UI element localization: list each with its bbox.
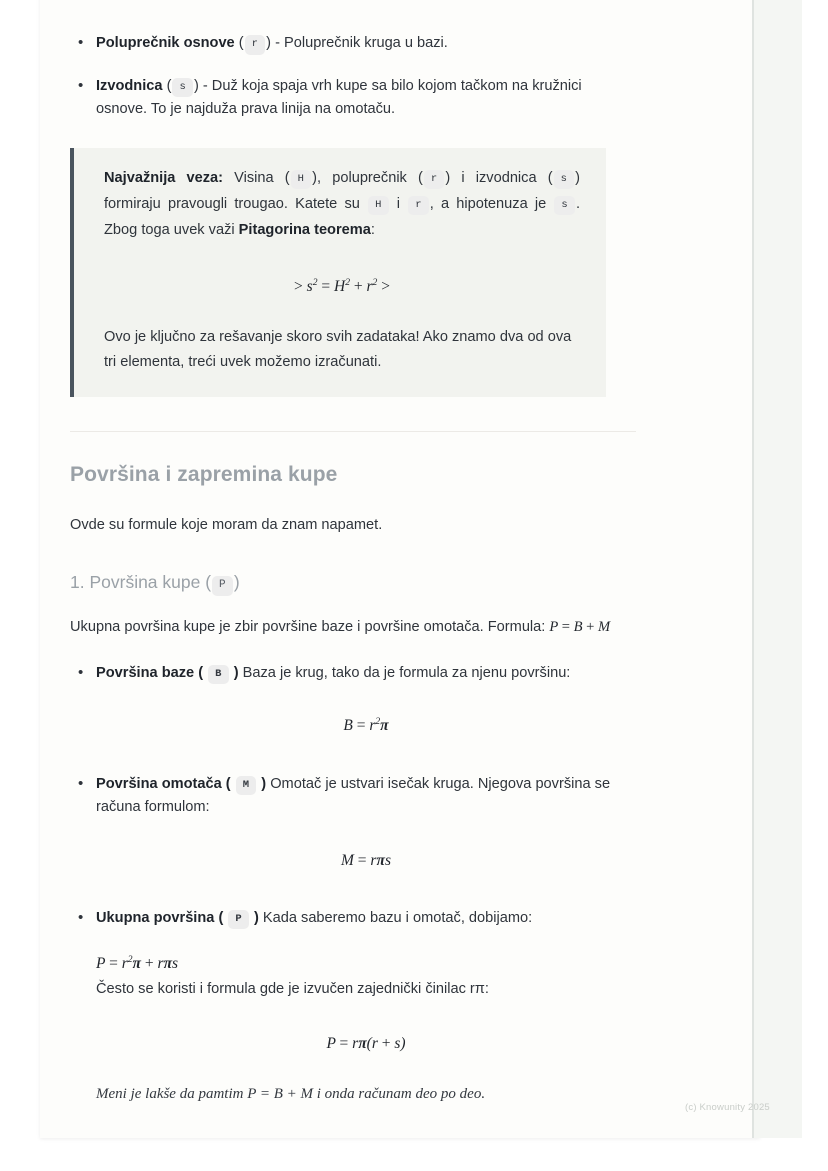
code-chip-r: r [245,35,266,55]
callout-paragraph [104,166,580,244]
key-relation-callout [70,148,606,397]
surface-formula-list [70,662,636,1057]
page-right-rail [752,0,802,1138]
section-divider [70,431,636,432]
bullet-text: - Poluprečnik kruga u bazi. [271,35,448,51]
callout-text-g: . Zbog toga uvek važi [104,195,580,238]
callout-text-e: i [389,195,408,212]
callout-text-c: ) i izvodnica ( [445,169,553,186]
followup-text [96,978,636,1002]
callout-text-b: ), poluprečnik ( [312,169,423,186]
callout-lead: Najvažnija veza: [104,169,224,186]
subsection-title-text: 1. Površina kupe ( [70,571,212,592]
code-chip-p2: P [228,910,249,930]
formula-base-area: $B = r^2\pi$ [343,716,389,735]
list-item [70,907,636,1057]
bullet-term-text: Površina baze ( [96,664,204,681]
bullet-term-text: Ukupna površina ( [96,909,224,926]
watermark: (c) Knowunity 2025 [685,1102,770,1113]
bullet-term-close: ) [253,909,259,926]
subsection-title-suffix: ) [233,571,240,592]
callout-bold-term: Pitagorina teorema [238,221,371,238]
document-content [70,0,636,1107]
personal-note [70,1082,636,1106]
list-item [70,662,636,739]
list-item [70,32,636,56]
list-item [70,773,636,873]
formula-total-area-expanded: $P = r^2\pi + r\pi s$ [96,953,179,972]
page-title: Površina i zapremina kupe [70,463,338,487]
code-chip-h2: H [368,196,389,216]
formula-lateral-area: M = rπs [341,851,391,869]
paren-close: ) [266,35,272,51]
bullet-term: Izvodnica [96,77,163,94]
paragraph-text: Ukupna površina kupe je zbir površine baze i površine omotača. Formula: [70,619,550,636]
followup-label: Često se koristi i formula gde je izvučen zajednički činilac rπ: [96,980,489,997]
code-chip-r: r [424,170,445,190]
formula-total-area-factored: P = rπ(r + s) [326,1035,406,1053]
surface-formula-paragraph [70,616,636,640]
list-item [70,75,636,122]
bullet-term: Poluprečnik osnove [96,35,235,51]
callout-text-d: ) formiraju pravougli trougao. Katete su [104,169,580,212]
code-chip-s: s [172,78,193,98]
bullet-term [96,776,266,792]
paren-open: ( [166,77,172,94]
code-chip-r2: r [408,196,429,216]
code-chip-s2: s [554,196,575,216]
pythagoras-formula: > $s^2 = H^2 + r^2$ > [294,276,390,295]
callout-text-h: : [370,221,375,238]
code-chip-p: P [212,576,233,596]
bullet-text: Baza je krug, tako da je formula za njenu površinu: [238,664,571,681]
code-chip-h: H [291,170,312,190]
subsection-title [70,568,636,596]
bullet-term [96,910,259,926]
bullet-text: Omotač je ustvari isečak kruga. Njegova površina se računa formulom: [96,775,611,816]
bullet-term-close: ) [261,775,267,792]
callout-text-a: Visina ( [223,169,290,186]
inline-formula-p-b-m: P = B + M [549,619,611,636]
callout-closing: Ovo je ključno za rešavanje skoro svih zadataka! Ako znamo dva od ova tri elementa, treći uvek možemo izračunati. [104,328,572,371]
paren-close: ) [193,77,199,94]
bullet-text: - Duž koja spaja vrh kupe sa bilo kojom tačkom na kružnici osnove. To je najduža prava linija na omotaču. [96,77,582,118]
code-chip-s: s [554,170,575,190]
section-intro: Ovde su formule koje moram da znam napamet. [70,517,383,534]
bullet-term-close: ) [233,664,239,681]
code-chip-b: B [208,665,229,685]
code-chip-m: M [236,776,257,796]
bullet-term-text: Površina omotača ( [96,775,231,792]
bullet-text: Kada saberemo bazu i omotač, dobijamo: [258,909,533,926]
cone-elements-list [70,32,636,122]
paren-open: ( [238,35,244,51]
personal-note-text: Meni je lakše da pamtim P = B + M i onda računam deo po deo. [96,1086,486,1103]
callout-text-f: , a hipotenuza je [429,195,554,212]
bullet-term [96,665,239,681]
